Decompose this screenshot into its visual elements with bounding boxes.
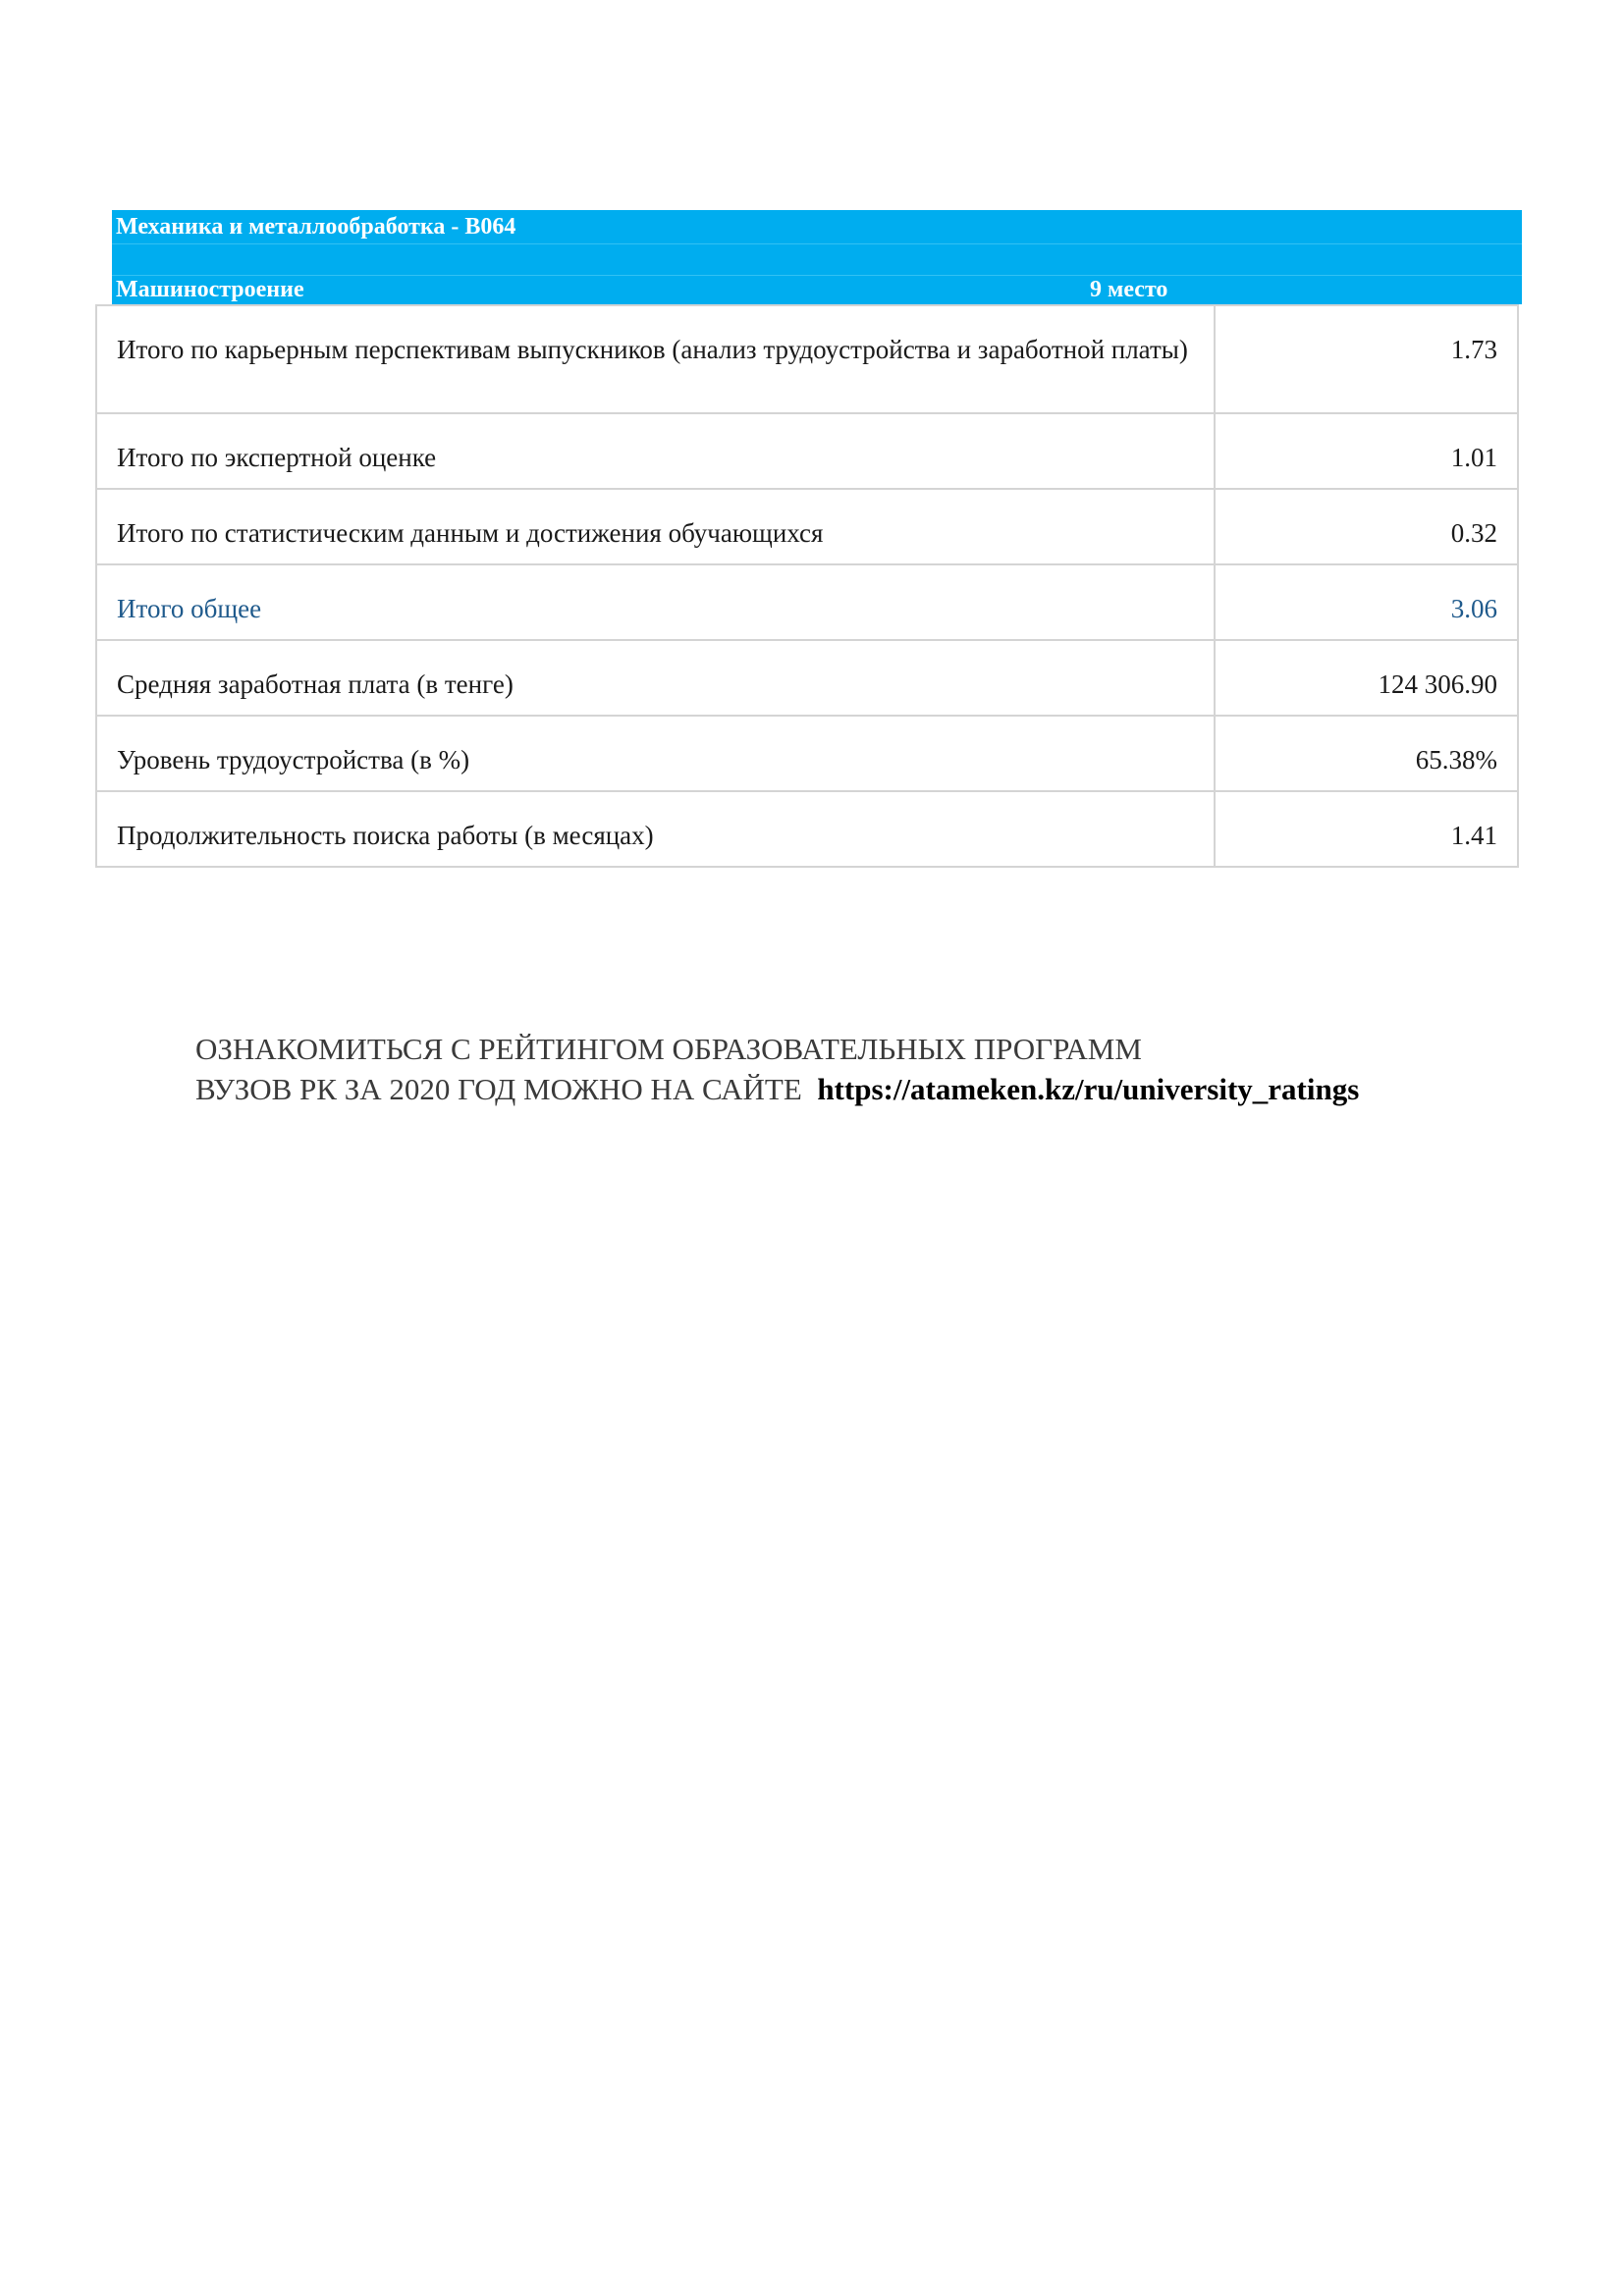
row-label: Итого общее [96,564,1215,640]
row-label: Продолжительность поиска работы (в месяцах) [96,791,1215,867]
program-title: Механика и металлообработка - В064 [116,214,516,240]
row-label: Уровень трудоустройства (в %) [96,716,1215,791]
row-label: Итого по карьерным перспективам выпускников (анализ трудоустройства и заработной платы) [96,305,1215,413]
banner-divider [112,243,1522,244]
footer-line-2 [195,1069,1359,1109]
footer-note [195,1029,1359,1109]
row-value: 65.38% [1215,716,1518,791]
banner-divider [112,275,1522,276]
row-value: 0.32 [1215,489,1518,564]
specialty-name: Машиностроение [116,277,304,302]
footer-line-1: ОЗНАКОМИТЬСЯ С РЕЙТИНГОМ ОБРАЗОВАТЕЛЬНЫХ ПРОГРАММ [195,1032,1142,1066]
row-value: 124 306.90 [1215,640,1518,716]
row-label: Итого по экспертной оценке [96,413,1215,489]
row-value: 1.73 [1215,305,1518,413]
row-value: 3.06 [1215,564,1518,640]
table-row [96,564,1518,640]
table-row [96,305,1518,413]
row-value: 1.01 [1215,413,1518,489]
ranking-place: 9 место [1090,277,1168,302]
footer-line-2-text: ВУЗОВ РК ЗА 2020 ГОД МОЖНО НА САЙТЕ [195,1072,802,1106]
table-row [96,640,1518,716]
scores-table [95,304,1519,868]
row-value: 1.41 [1215,791,1518,867]
row-label: Итого по статистическим данным и достижения обучающихся [96,489,1215,564]
row-label: Средняя заработная плата (в тенге) [96,640,1215,716]
table-row [96,413,1518,489]
table-row [96,489,1518,564]
table-row [96,791,1518,867]
ratings-link[interactable]: https://atameken.kz/ru/university_ratings [817,1072,1360,1106]
program-header-banner [112,210,1522,304]
table-row [96,716,1518,791]
